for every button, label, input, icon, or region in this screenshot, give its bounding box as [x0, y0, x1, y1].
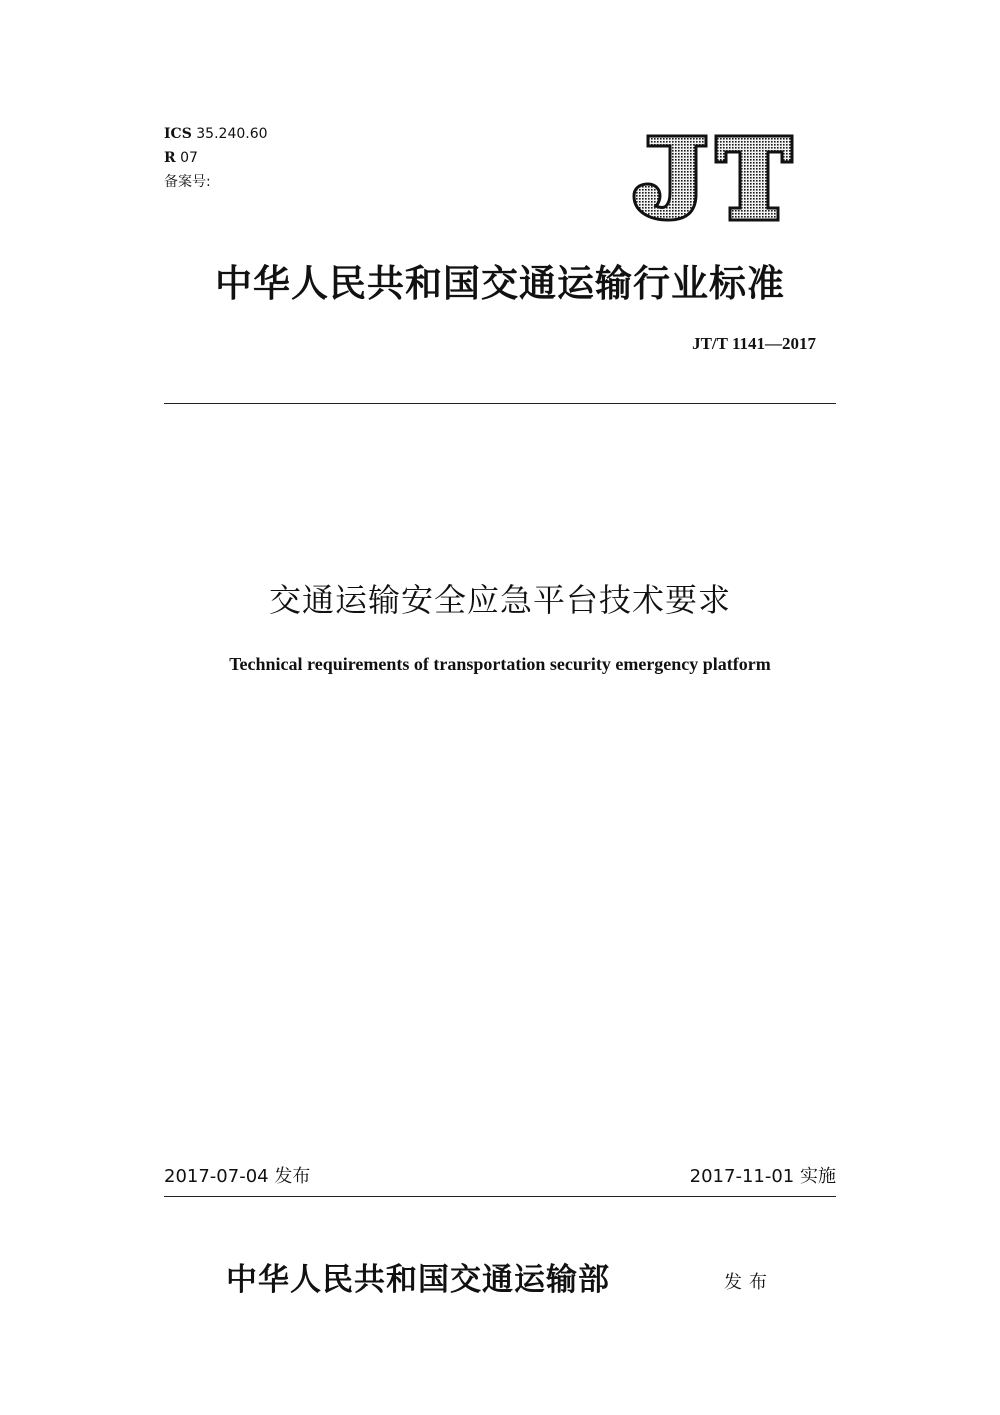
filing-line: [164, 174, 211, 190]
ics-value: 35.240.60: [196, 126, 268, 142]
top-divider: [164, 403, 836, 404]
bottom-divider: [164, 1196, 836, 1197]
document-title-en: Technical requirements of transportation security emergency platform: [229, 654, 771, 674]
implement-date: 2017-11-01 实施: [689, 1166, 836, 1187]
class-value: 07: [180, 150, 198, 166]
class-label: R: [164, 150, 176, 166]
document-title-cn: 交通运输安全应急平台技术要求: [268, 581, 731, 619]
issue-date: 2017-07-04 发布: [164, 1166, 311, 1187]
publisher-name: 中华人民共和国交通运输部: [226, 1262, 610, 1298]
class-line: [164, 150, 198, 166]
ics-line: [164, 126, 268, 142]
publish-word: 发布: [724, 1272, 774, 1293]
main-title: 中华人民共和国交通运输行业标准: [215, 261, 785, 305]
filing-label: 备案号:: [164, 174, 211, 190]
ics-label: ICS: [164, 126, 192, 142]
standard-code: JT/T 1141—2017: [692, 334, 816, 353]
jt-logo: [630, 132, 795, 224]
